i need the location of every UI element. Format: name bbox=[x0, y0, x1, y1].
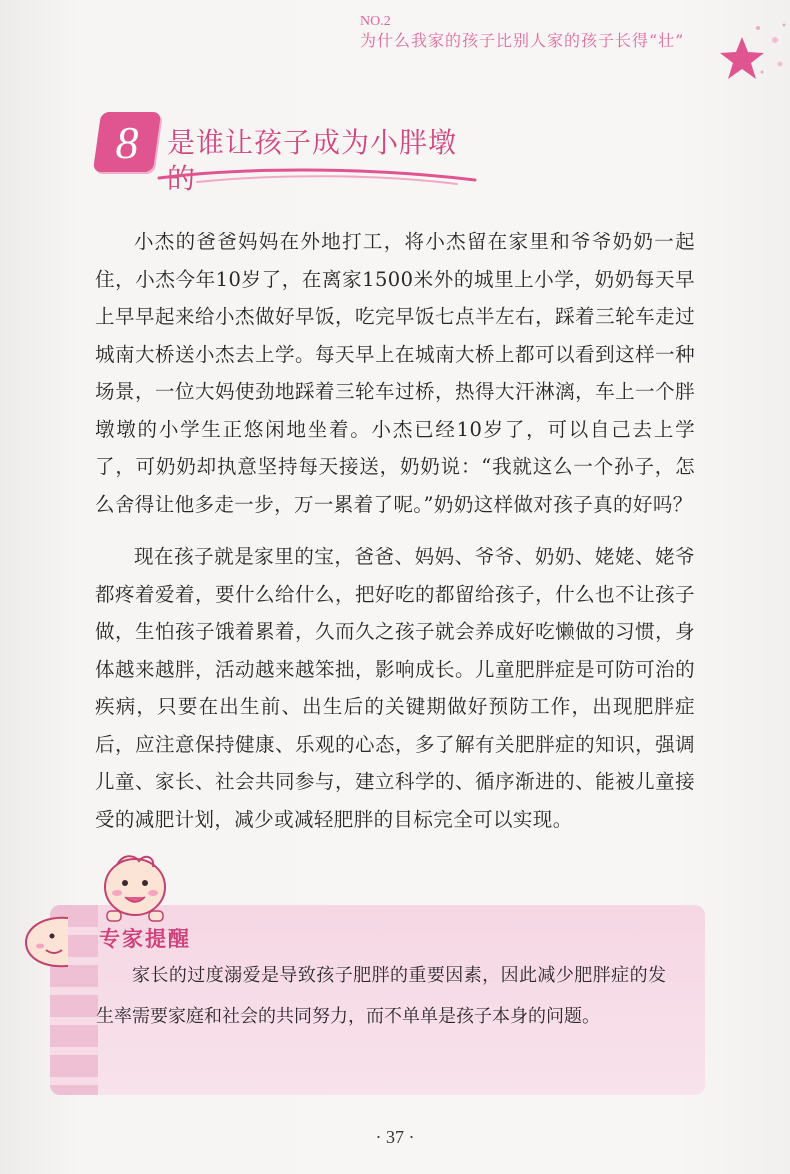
running-header bbox=[360, 14, 720, 52]
kid-face-side-icon bbox=[20, 910, 70, 972]
section-title: 是谁让孩子成为小胖墩的 bbox=[167, 126, 458, 195]
page-number: · 37 · bbox=[375, 1127, 415, 1147]
section-number: 8 bbox=[115, 117, 139, 168]
chapter-number: NO.2 bbox=[360, 14, 391, 29]
paragraph-text: 小杰的爸爸妈妈在外地打工，将小杰留在家里和爷爷奶奶一起住，小杰今年10岁了，在离家1500米外的城里上小学，奶奶每天早上早早起来给小杰做好早饭，吃完早饭七点半左右，踩着三轮车走过城南大桥送小杰去上学。每天早上在城南大桥上都可以看到这样一种场景，一位大妈使劲地踩着三轮车过桥，热得大汗淋漓，车上一个胖墩墩的小学生正悠闲地坐着。小杰已经10岁了，可以自己去上学了，可奶奶却执意坚持每天接送，奶奶说：“我就这么一个孙子，怎么舍得让他多走一步，万一累着了呢。”奶奶这样做对孩子真的好吗？ bbox=[95, 230, 695, 516]
body-paragraph-1 bbox=[95, 223, 695, 523]
title-underline bbox=[157, 160, 477, 186]
paragraph-text: 现在孩子就是家里的宝，爸爸、妈妈、爷爷、奶奶、姥姥、姥爷都疼着爱着，要什么给什么，把好吃的都留给孩子，什么也不让孩子做，生怕孩子饿着累着，久而久之孩子就会养成好吃懒做的习惯，身体越来越胖，活动越来越笨拙，影响成长。儿童肥胖症是可防可治的疾病，只要在出生前、出生后的关键期做好预防工作，出现肥胖症后，应注意保持健康、乐观的心态，多了解有关肥胖症的知识，强调儿童、家长、社会共同参与，建立科学的、循序渐进的、能被儿童接受的减肥计划，减少或减轻肥胖的目标完全可以实现。 bbox=[95, 545, 695, 831]
tip-title: 专家提醒 bbox=[99, 927, 191, 951]
body-paragraph-2 bbox=[95, 538, 695, 838]
chapter-title: 为什么我家的孩子比别人家的孩子长得“壮” bbox=[360, 31, 685, 50]
decorative-dots bbox=[750, 20, 790, 80]
section-heading bbox=[97, 112, 477, 195]
tip-text: 家长的过度溺爱是导致孩子肥胖的重要因素，因此减少肥胖症的发生率需要家庭和社会的共同努力，而不单单是孩子本身的问题。 bbox=[96, 965, 666, 1027]
kid-face-icon bbox=[95, 845, 175, 923]
